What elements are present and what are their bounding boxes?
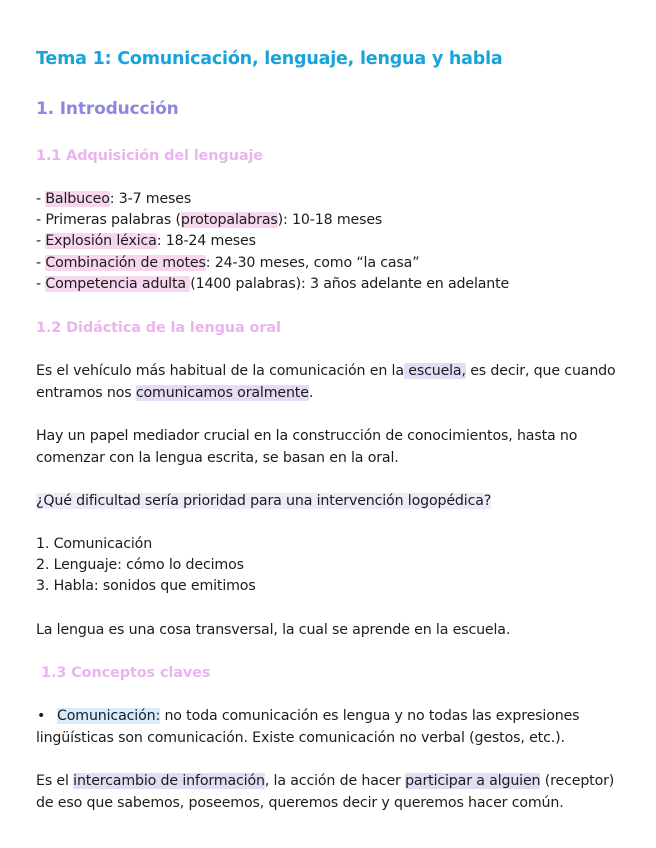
highlight: Balbuceo [45, 191, 110, 207]
paragraph-line: de eso que sabemos, poseemos, queremos decir y queremos hacer común. [36, 795, 564, 811]
bullet-icon: • [37, 708, 46, 724]
question-line [36, 493, 491, 509]
list-item: - Combinación de motes: 24-30 meses, como “la casa” [36, 255, 420, 271]
highlight: participar a alguien [405, 773, 541, 789]
subsection-heading-didactica: 1.2 Didáctica de la lengua oral [36, 320, 281, 336]
list-item: - Primeras palabras (protopalabras): 10-18 meses [36, 212, 383, 228]
highlight: Competencia adulta [45, 276, 191, 292]
list-item: 2. Lenguaje: cómo lo decimos [36, 557, 244, 573]
list-item: 3. Habla: sonidos que emitimos [36, 578, 256, 594]
list-item: - Competencia adulta (1400 palabras): 3 años adelante en adelante [36, 276, 510, 292]
subsection-heading-adquisicion: 1.1 Adquisición del lenguaje [36, 148, 263, 164]
subsection-heading-conceptos: 1.3 Conceptos claves [41, 665, 211, 681]
highlight: Combinación de motes [45, 255, 206, 271]
highlight: comunicamos oralmente [135, 385, 309, 401]
paragraph-line: Es el intercambio de información, la acción de hacer participar a alguien (receptor) [36, 773, 615, 789]
paragraph-line: lingüísticas son comunicación. Existe comunicación no verbal (gestos, etc.). [36, 730, 565, 746]
paragraph-line: entramos nos comunicamos oralmente. [36, 385, 314, 401]
paragraph-line: Es el vehículo más habitual de la comunicación en la escuela, es decir, que cuando [36, 363, 616, 379]
highlight: intercambio de información [73, 773, 265, 789]
list-item: 1. Comunicación [36, 536, 153, 552]
bullet-item: • Comunicación: no toda comunicación es lengua y no todas las expresiones [37, 708, 580, 724]
highlight: escuela, [403, 363, 466, 379]
paragraph-line: Hay un papel mediador crucial en la construcción de conocimientos, hasta no [36, 428, 578, 444]
section-heading-introduccion: 1. Introducción [36, 99, 179, 119]
list-item: - Explosión léxica: 18-24 meses [36, 233, 256, 249]
list-item: - Balbuceo: 3-7 meses [36, 191, 192, 207]
highlight: Comunicación: [57, 708, 161, 724]
document-title: Tema 1: Comunicación, lenguaje, lengua y habla [36, 49, 503, 69]
paragraph-line: comenzar con la lengua escrita, se basan en la oral. [36, 450, 399, 466]
highlight: protopalabras [180, 212, 278, 228]
highlight: ¿Qué dificultad sería prioridad para una intervención logopédica? [36, 493, 492, 509]
highlight: Explosión léxica [45, 233, 157, 249]
paragraph-line: La lengua es una cosa transversal, la cual se aprende en la escuela. [36, 622, 511, 638]
